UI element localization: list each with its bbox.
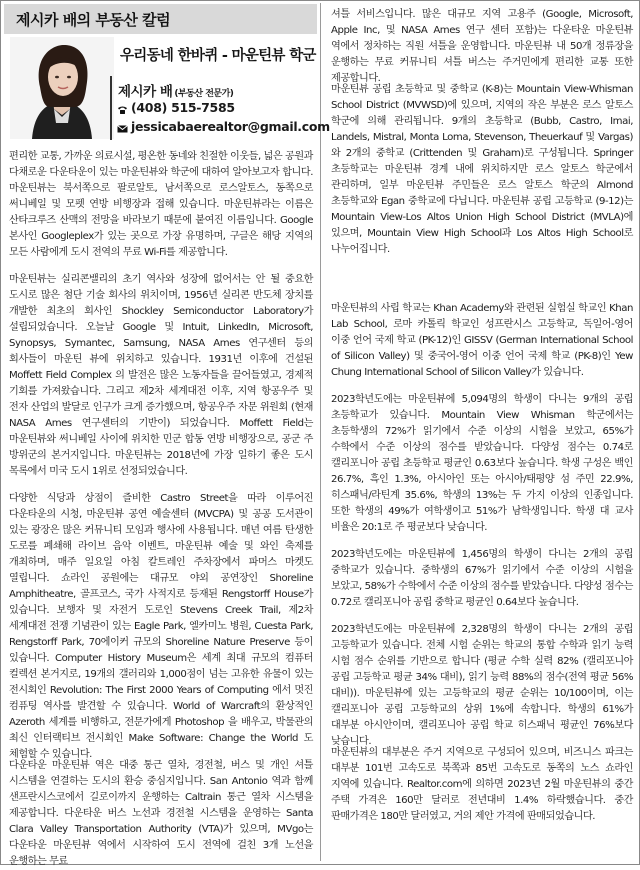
paragraph-intro: 편리한 교통, 가까운 의료시설, 평온한 동네와 친절한 이웃들, 넓은 공원과 다채로운 다운타운이 있는 마운틴뷰와 학군에 대하여 알아보고자 합니다. 마운틴뷰는 북서쪽으로 팔로알토, 남서쪽으로 로스알토스, 동쪽으로 써니베일 및 모펫 연방 비행장과 접해 있습니다. 마운틴뷰라는 이름은 산타크루즈 산맥의 전망을 바라보기 때문에 붙여진 이름입니다. Google 본사인 Googleplex가 있는 곳으로 가장 유명하며, 구글은 해당 지역의 모든 사람에게 도시 전역의 무료 Wi-Fi를 제공합니다. bbox=[9, 151, 313, 258]
author-name-line bbox=[118, 80, 233, 100]
author-role: (부동산 전문가) bbox=[174, 89, 234, 99]
paragraph-housing: 마운틴뷰의 대부분은 주거 지역으로 구성되어 있으며, 비즈니스 파크는 대부분 101번 고속도로 북쪽과 85번 고속도로 동쪽의 노스 쇼라인 지역에 있습니다. Realtor.com에 의하면 2023년 2월 마운틴뷰의 중간 주택 가격은 160만 달러로 전년대비 1.4% 하락했습니다. 중간 판매가격은 180만 달러였고, 거의 제안 가격에 판매되었습니다. bbox=[331, 747, 633, 822]
email-address: jessicabaerealtor@gmail.com bbox=[131, 119, 330, 134]
phone-contact[interactable] bbox=[117, 100, 235, 115]
paragraph-history: 마운틴뷰는 실리콘밸리의 초기 역사와 성장에 없어서는 안 될 중요한 도시로 많은 첨단 기술 회사의 위치이며, 1956년 실리콘 반도체 장치를 개발한 최초의 회사인 Shockley Semiconductor Laboratory가 설립되었습니다. 오늘날 Google 및 Intuit, LinkedIn, Microsoft, Synopsys, Symantec, Samsung, NASA Ames 연구센터 등의 회사들이 마운틴 뷰에 위치하고 있습니다. 1931년 이후에 건설된 Moffett Field Complex 의 발전은 많은 노동자들을 끌어들였고, 경제적 기회를 가져왔습니다. 그리고 제2차 세계대전 이후, 지역 항공우주 및 전자 산업의 발달로 인구가 크게 증가했으며, 항공우주 자문 위원회 (현재 NASA Ames 연구센터의 기반이) 되었습니다. Moffett Field는 마운틴뷰와 써니베일 사이에 위치한 민군 합동 연방 비행장으로, 공군 주 방위군의 본거지입니다. 마운틴뷰는 2018년에 가장 일하기 좋은 도시 목록에서 미국 도시 1위로 선정되었습니다. bbox=[9, 274, 313, 477]
envelope-icon bbox=[117, 122, 128, 132]
paragraph-private-schools: 마운틴뷰의 사립 학교는 Khan Academy와 관련된 실험실 학교인 Khan Lab School, 로마 카톨릭 학교인 성프란시스 고등학교, 독일어-영어 이중 언어 국제 학교 (PK-12)인 GISSV (German International School of Silicon Valley) 및 중국어-영어 이중 언어 국제 학교 (PK-8)인 Yew Chung International School of Silicon Valley가 있습니다. bbox=[331, 303, 633, 378]
phone-icon bbox=[117, 103, 128, 113]
column-title: 제시카 배의 부동산 칼럼 bbox=[16, 11, 171, 29]
email-contact[interactable] bbox=[117, 119, 330, 134]
column-title-bar bbox=[4, 4, 317, 34]
paragraph-shuttle: 셔틀 서비스입니다. 많은 대규모 지역 고용주 (Google, Microsoft, Apple Inc, 및 NASA Ames 연구 센터 포함)는 다운타운 마운틴뷰 역에서 정차하는 직원 셔틀을 운영합니다. 마운틴뷰 내 50개 정류장을 운행하는 무료 커뮤니티 셔틀 버스는 주거민에게 편리한 교통 또한 제공합니다. bbox=[331, 9, 633, 84]
paragraph-transit: 다운타운 마운틴뷰 역은 대중 통근 열차, 경전철, 버스 및 개인 셔틀 시스템을 연결하는 도시의 환승 중심지입니다. San Antonio 역과 함께 샌프란시스코에서 길로이까지 운행하는 Caltrain 통근 열차 시스템을 제공합니다. 다운타운 버스 노선과 경전철 시스템을 운영하는 Santa Clara Valley Transportation Authority (VTA)가 있으며, MVgo는 다운타운 마운틴뷰 역에서 시작하여 도시 전역에 걸친 3개 노선을 운행하는 무료 bbox=[9, 760, 313, 867]
column-header bbox=[4, 4, 330, 146]
author-portrait-image bbox=[10, 37, 114, 139]
paragraph-public-schools: 마운틴뷰 공립 초등학교 및 중학교 (K-8)는 Mountain View-Whisman School District (MVWSD)에 있으며, 지역의 작은 부분은 로스 알토스 학군에 의해 관리됩니다. 9개의 초등학교 (Bubb, Castro, Imai, Landels, Mistral, Monta Loma, Stevenson, Theuerkauf 및 Vargas)와 2개의 중학교 (Crittenden 및 Graham)로 구성됩니다. Springer 초등학교는 마운틴뷰 경계 내에 위치하지만 로스 알토스 학군에서 관리하며, 일부 마운틴뷰 주민들은 로스 알토스 학군의 Almond 초등학교와 Egan 중학교에 다닙니다. 마운틴뷰 공립 고등학교 (9-12)는 Mountain View-Los Altos Union High School District (MVLA)에 있으며, Mountain View High School과 Los Altos High School로 나누어집니다. bbox=[331, 84, 633, 255]
paragraph-middle: 2023학년도에는 마운틴뷰에 1,456명의 학생이 다니는 2개의 공립 중학교가 있습니다. 중학생의 67%가 읽기에서 수준 이상의 시험을 보았고, 58%가 수학에서 수준 이상의 점수를 받았습니다. 다양성 점수는 0.72로 캘리포니아 공립 중학교 평균인 0.64보다 높습니다. bbox=[331, 549, 633, 608]
author-name: 제시카 배 bbox=[118, 84, 173, 100]
author-info bbox=[110, 76, 330, 140]
phone-number: (408) 515-7585 bbox=[131, 100, 235, 115]
paragraph-high: 2023학년도에는 마운틴뷰에 2,328명의 학생이 다니는 2개의 공립 고등학교가 있습니다. 전체 시험 순위는 학교의 통합 수학과 읽기 능력 시험 점수 순위를 기반으로 합니다 (평균 수학 실력 82% (캘리포니아 공립 고등학교 평균 34% 대비), 읽기 능력 88%의 점수(전역 평균 56% 대비)). 마운틴뷰에 있는 고등학교의 평균 순위는 10/100이며, 이는 캘리포니아 공립 고등학교의 상위 1%에 속합니다. 학생의 61%가 대부분 아시안이며, 캘리포니아 공립 학교 히스패닉 평균인 76%보다 낮습니다. bbox=[331, 624, 633, 747]
paragraph-elementary: 2023학년도에는 마운틴뷰에 5,094명의 학생이 다니는 9개의 공립 초등학교가 있습니다. Mountain View Whisman 학군에서는 초등학생의 72%가 읽기에서 수준 이상의 시험을 보았고, 65%가 수학에서 수준 이상의 점수를 받았습니다. 다양성 점수는 0.74로 캘리포니아 공립 초등학교 평균인 0.63보다 높습니다. 학생 구성은 백인 26.7%, 흑인 1.3%, 아시아인 또는 아시아/태평양 섬 주민 22.9%, 히스패닉/라틴계 35.6%, 학생의 13%는 두 가지 이상의 인종입니다. 또한 학생의 49%가 여학생이고 51%가 남학생입니다. 학생 대 교사 비율은 20:1로 주 평균보다 낮습니다. bbox=[331, 394, 633, 533]
author-photo bbox=[10, 37, 114, 139]
paragraph-attractions: 다양한 식당과 상점이 즐비한 Castro Street을 따라 이루어진 다운타운의 시청, 마운틴뷰 공연 예술센터 (MVCPA) 및 공공 도서관이 있는 광장은 많은 커뮤니티 모임과 행사에 사용됩니다. 매년 여름 탄생한 도로를 폐쇄해 라이브 음악 이벤트, 마운틴뷰 예술 및 와인 축제를 개최하며, 매주 일요일 아침 칼트레인 주차장에서 파머스 마켓도 열립니다. 쇼라인 공원에는 대규모 야외 공연장인 Shoreline Amphitheatre, 골프코스, 국가 사적지로 등재된 Rengstorff House가 있습니다. 보행자 및 자전거 도로인 Stevens Creek Trail, 제2차 세계대전 전쟁 기념관이 있는 Eagle Park, 엘카미노 병원, Cuesta Park, Rengstorff Park, 70에이커 규모의 Shoreline Nature Preserve 등이 있습니다. Computer History Museum은 세계 최대 규모의 컴퓨터 컬렉션 본거지로, 19개의 갤러리와 1,000점이 넘는 고유한 유물이 있는 전시회인 Revolution: The First 2000 Years of Computing 에서 멋진 컴퓨팅 역사를 발견할 수 있습니다. World of Warcraft의 환상적인 Azeroth 세계를 비행하고, 전문가에게 Photoshop 을 배우고, 박물관의 최신 인터랙티브 전시회인 Make Software: Change the World 도 체험할 수 있습니다. bbox=[9, 493, 313, 760]
column-headline: 우리동네 한바퀴 - 마운틴뷰 학군 bbox=[120, 48, 316, 64]
